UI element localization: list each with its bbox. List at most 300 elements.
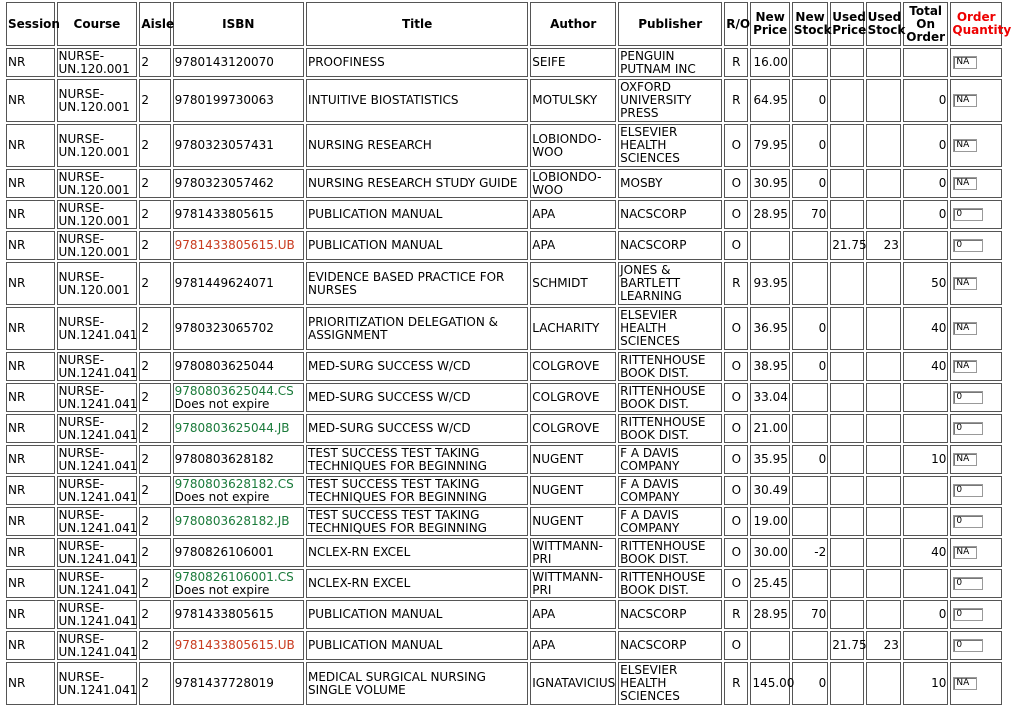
- header-new-price: [750, 2, 789, 46]
- cell-new-stock: [792, 476, 828, 505]
- cell-author: APA: [530, 600, 616, 629]
- cell-used-stock: [866, 414, 901, 443]
- cell-publisher: MOSBY: [618, 169, 722, 198]
- cell-title: MED-SURG SUCCESS W/CD: [306, 352, 528, 381]
- cell-session: NR: [6, 538, 55, 567]
- cell-publisher: F A DAVIS COMPANY: [618, 507, 722, 536]
- cell-title: PUBLICATION MANUAL: [306, 231, 528, 260]
- isbn-link: 9780143120070: [174, 55, 274, 69]
- header-used-price-line1: Used: [832, 10, 866, 24]
- cell-publisher: OXFORD UNIVERSITY PRESS: [618, 79, 722, 122]
- cell-course: NURSE-UN.120.001: [57, 262, 138, 305]
- cell-order-quantity: [950, 631, 1002, 660]
- table-body: [6, 48, 1002, 705]
- cell-title: PUBLICATION MANUAL: [306, 600, 528, 629]
- cell-title: NCLEX-RN EXCEL: [306, 569, 528, 598]
- order-quantity-input[interactable]: 0: [953, 484, 983, 497]
- cell-author: MOTULSKY: [530, 79, 616, 122]
- cell-used-price: [830, 48, 863, 77]
- cell-session: NR: [6, 631, 55, 660]
- order-quantity-input[interactable]: 0: [953, 515, 983, 528]
- table-row: [6, 231, 1002, 260]
- cell-isbn: [173, 307, 304, 350]
- order-quantity-na-field: NA: [953, 94, 977, 107]
- cell-title: TEST SUCCESS TEST TAKING TECHNIQUES FOR BEGINNING: [306, 476, 528, 505]
- header-order-quantity-line1: Order: [956, 10, 996, 24]
- table-row: [6, 48, 1002, 77]
- isbn-link: 9780199730063: [174, 93, 274, 107]
- cell-new-stock: 70: [792, 200, 828, 229]
- cell-new-price: 28.95: [750, 200, 789, 229]
- order-quantity-input[interactable]: 0: [953, 208, 983, 221]
- cell-order-quantity: [950, 79, 1002, 122]
- cell-new-stock: [792, 262, 828, 305]
- cell-aisle: 2: [139, 352, 170, 381]
- cell-title: PUBLICATION MANUAL: [306, 631, 528, 660]
- cell-ro: O: [724, 307, 748, 350]
- cell-publisher: RITTENHOUSE BOOK DIST.: [618, 569, 722, 598]
- isbn-link: 9780803625044: [174, 359, 274, 373]
- cell-session: NR: [6, 48, 55, 77]
- order-quantity-input[interactable]: 0: [953, 577, 983, 590]
- cell-author: APA: [530, 231, 616, 260]
- cell-total-on-order: 40: [903, 352, 948, 381]
- cell-used-price: [830, 507, 863, 536]
- cell-ro: O: [724, 352, 748, 381]
- cell-new-price: 93.95: [750, 262, 789, 305]
- table-row: [6, 414, 1002, 443]
- cell-aisle: 2: [139, 200, 170, 229]
- cell-ro: O: [724, 231, 748, 260]
- cell-author: LOBIONDO-WOO: [530, 169, 616, 198]
- table-row: [6, 262, 1002, 305]
- isbn-link: 9781437728019: [174, 676, 274, 690]
- table-row: [6, 445, 1002, 474]
- cell-ro: R: [724, 662, 748, 705]
- order-quantity-input[interactable]: 0: [953, 391, 983, 404]
- cell-order-quantity: [950, 48, 1002, 77]
- cell-course: NURSE-UN.1241.041: [58, 538, 138, 566]
- cell-ro: O: [724, 507, 748, 536]
- cell-new-stock: [792, 48, 828, 77]
- cell-new-price: 25.45: [750, 569, 789, 598]
- cell-total-on-order: 0: [903, 600, 948, 629]
- cell-used-stock: [866, 169, 901, 198]
- cell-session: NR: [6, 600, 55, 629]
- cell-new-stock: 0: [792, 307, 828, 350]
- cell-used-stock: [866, 507, 901, 536]
- cell-new-stock: 0: [792, 169, 828, 198]
- cell-author: SCHMIDT: [530, 262, 616, 305]
- cell-author: IGNATAVICIUS: [530, 662, 616, 705]
- cell-new-stock: [792, 231, 828, 260]
- cell-new-stock: [792, 507, 828, 536]
- cell-session: NR: [6, 414, 55, 443]
- cell-aisle: 2: [139, 476, 170, 505]
- cell-publisher: NACSCORP: [618, 231, 722, 260]
- cell-used-stock: [866, 352, 901, 381]
- cell-title: MEDICAL SURGICAL NURSING SINGLE VOLUME: [306, 662, 528, 705]
- cell-new-price: 33.04: [750, 383, 789, 412]
- isbn-link[interactable]: 9780803628182.CS: [174, 476, 294, 491]
- table-row: [6, 383, 1002, 412]
- cell-course: NURSE-UN.120.001: [57, 48, 138, 77]
- cell-aisle: 2: [139, 414, 170, 443]
- isbn-link[interactable]: 9781433805615.UB: [174, 638, 295, 652]
- header-used-stock-line2: Stock: [867, 23, 906, 37]
- table-row: [6, 307, 1002, 350]
- isbn-link: 9781433805615: [174, 607, 274, 621]
- header-ro: R/O: [724, 2, 748, 46]
- cell-course: NURSE-UN.120.001: [57, 124, 138, 167]
- cell-course: NURSE-UN.1241.041: [58, 569, 138, 597]
- cell-new-stock: 0: [792, 445, 828, 474]
- cell-used-stock: [866, 600, 901, 629]
- header-new-stock-line1: New: [795, 10, 825, 24]
- cell-new-price: 30.00: [750, 538, 789, 567]
- cell-total-on-order: [903, 231, 948, 260]
- cell-isbn: [173, 200, 304, 229]
- cell-total-on-order: 0: [903, 200, 948, 229]
- cell-session: NR: [6, 200, 55, 229]
- isbn-link: 9781433805615: [174, 207, 274, 221]
- cell-isbn: [173, 414, 304, 443]
- cell-title: PROOFINESS: [306, 48, 528, 77]
- cell-new-stock: [792, 414, 828, 443]
- cell-author: NUGENT: [530, 445, 616, 474]
- cell-isbn: [173, 383, 304, 412]
- cell-order-quantity: [950, 352, 1002, 381]
- isbn-link: 9781449624071: [174, 276, 274, 290]
- cell-isbn: [173, 169, 304, 198]
- cell-title: PUBLICATION MANUAL: [306, 200, 528, 229]
- cell-publisher: RITTENHOUSE BOOK DIST.: [618, 414, 722, 443]
- cell-total-on-order: [903, 507, 948, 536]
- cell-publisher: JONES & BARTLETT LEARNING: [618, 262, 722, 305]
- cell-isbn: [173, 124, 304, 167]
- cell-ro: O: [724, 538, 748, 567]
- cell-order-quantity: [950, 538, 1002, 567]
- cell-order-quantity: [950, 569, 1002, 598]
- cell-new-price: [750, 631, 789, 660]
- cell-course: NURSE-UN.120.001: [57, 79, 138, 122]
- cell-new-stock: 0: [792, 79, 828, 122]
- cell-course: NURSE-UN.1241.041: [58, 352, 138, 380]
- header-total-on-order-line3: Order: [906, 29, 946, 44]
- cell-used-price: [830, 476, 863, 505]
- header-author: Author: [530, 2, 616, 46]
- cell-new-stock: 0: [792, 352, 828, 381]
- cell-publisher: PENGUIN PUTNAM INC: [618, 48, 722, 77]
- cell-used-stock: [866, 476, 901, 505]
- cell-course: NURSE-UN.120.001: [57, 231, 138, 260]
- cell-session: NR: [6, 262, 55, 305]
- cell-used-stock: [866, 569, 901, 598]
- cell-course: NURSE-UN.1241.041: [58, 414, 138, 442]
- textbook-order-table: [4, 0, 1011, 707]
- cell-used-price: [830, 662, 863, 705]
- cell-author: LACHARITY: [530, 307, 616, 350]
- header-isbn: ISBN: [173, 2, 304, 46]
- cell-publisher: RITTENHOUSE BOOK DIST.: [618, 352, 722, 381]
- cell-used-price: [830, 569, 863, 598]
- cell-new-stock: 70: [792, 600, 828, 629]
- cell-publisher: ELSEVIER HEALTH SCIENCES: [618, 662, 722, 705]
- cell-new-stock: [792, 631, 828, 660]
- cell-isbn: [173, 48, 304, 77]
- cell-new-price: 19.00: [750, 507, 789, 536]
- cell-order-quantity: [950, 231, 1002, 260]
- cell-used-price: [830, 538, 863, 567]
- cell-author: WITTMANN-PRI: [530, 538, 616, 567]
- cell-session: NR: [6, 79, 55, 122]
- header-new-stock-line2: Stock: [793, 23, 832, 37]
- isbn-link: 9780803628182: [174, 452, 274, 466]
- order-quantity-input[interactable]: 0: [953, 239, 983, 252]
- cell-author: APA: [530, 631, 616, 660]
- cell-publisher: RITTENHOUSE BOOK DIST.: [618, 383, 722, 412]
- cell-used-stock: [866, 538, 901, 567]
- cell-publisher: F A DAVIS COMPANY: [618, 445, 722, 474]
- cell-used-stock: [866, 307, 901, 350]
- cell-ro: R: [724, 48, 748, 77]
- table-row: [6, 600, 1002, 629]
- cell-order-quantity: [950, 476, 1002, 505]
- cell-publisher: F A DAVIS COMPANY: [618, 476, 722, 505]
- cell-course: NURSE-UN.120.001: [57, 200, 138, 229]
- cell-order-quantity: [950, 507, 1002, 536]
- cell-new-price: 30.49: [750, 476, 789, 505]
- cell-total-on-order: [903, 476, 948, 505]
- cell-used-price: [830, 79, 863, 122]
- cell-order-quantity: [950, 445, 1002, 474]
- cell-used-price: [830, 262, 863, 305]
- cell-aisle: 2: [139, 262, 170, 305]
- cell-author: LOBIONDO-WOO: [530, 124, 616, 167]
- header-new-price-line2: Price: [753, 23, 788, 37]
- cell-course: NURSE-UN.1241.041: [57, 307, 138, 350]
- order-quantity-na-field: NA: [953, 453, 977, 466]
- header-order-quantity-line2: Quantity: [952, 23, 1011, 37]
- cell-order-quantity: [950, 262, 1002, 305]
- cell-publisher: RITTENHOUSE BOOK DIST.: [618, 538, 722, 567]
- cell-title: PRIORITIZATION DELEGATION & ASSIGNMENT: [306, 307, 528, 350]
- cell-title: TEST SUCCESS TEST TAKING TECHNIQUES FOR BEGINNING: [306, 445, 528, 474]
- cell-total-on-order: [903, 631, 948, 660]
- cell-total-on-order: [903, 48, 948, 77]
- cell-aisle: 2: [139, 231, 170, 260]
- cell-aisle: 2: [139, 662, 170, 705]
- cell-used-stock: [866, 662, 901, 705]
- isbn-link: 9780323057431: [174, 138, 274, 152]
- cell-order-quantity: [950, 414, 1002, 443]
- isbn-link: 9780323057462: [174, 176, 274, 190]
- isbn-link[interactable]: 9780803625044.JB: [174, 421, 290, 435]
- cell-used-price: [830, 124, 863, 167]
- cell-isbn: [173, 231, 304, 260]
- cell-used-stock: 23: [866, 631, 901, 660]
- table-row: [6, 538, 1002, 567]
- cell-author: COLGROVE: [530, 414, 616, 443]
- cell-aisle: 2: [139, 307, 170, 350]
- cell-aisle: 2: [139, 538, 170, 567]
- table-row: [6, 631, 1002, 660]
- cell-new-price: 28.95: [750, 600, 789, 629]
- isbn-expiry-note: Does not expire: [174, 489, 270, 504]
- cell-used-price: [830, 383, 863, 412]
- table-row: [6, 200, 1002, 229]
- cell-aisle: 2: [139, 48, 170, 77]
- cell-total-on-order: [903, 383, 948, 412]
- cell-used-stock: [866, 262, 901, 305]
- cell-course: NURSE-UN.1241.041: [58, 476, 138, 504]
- table-row: [6, 169, 1002, 198]
- cell-publisher: NACSCORP: [618, 200, 722, 229]
- cell-publisher: ELSEVIER HEALTH SCIENCES: [618, 307, 722, 350]
- cell-ro: O: [724, 631, 748, 660]
- order-quantity-input[interactable]: 0: [953, 608, 983, 621]
- cell-order-quantity: [950, 662, 1002, 705]
- order-quantity-na-field: NA: [953, 360, 977, 373]
- cell-used-price: 21.75: [830, 631, 863, 660]
- isbn-link[interactable]: 9781433805615.UB: [174, 238, 295, 252]
- order-quantity-input[interactable]: 0: [953, 639, 983, 652]
- cell-course: NURSE-UN.1241.041: [57, 662, 138, 705]
- cell-new-price: 21.00: [750, 414, 789, 443]
- cell-total-on-order: 0: [903, 79, 948, 122]
- cell-aisle: 2: [139, 507, 170, 536]
- cell-aisle: 2: [139, 445, 170, 474]
- cell-order-quantity: [950, 124, 1002, 167]
- cell-isbn: [173, 445, 304, 474]
- cell-session: NR: [6, 662, 55, 705]
- cell-ro: R: [724, 79, 748, 122]
- cell-author: COLGROVE: [530, 383, 616, 412]
- table-row: [6, 569, 1002, 598]
- cell-title: NURSING RESEARCH STUDY GUIDE: [306, 169, 528, 198]
- table-row: [6, 476, 1002, 505]
- cell-session: NR: [6, 307, 55, 350]
- cell-publisher: NACSCORP: [618, 631, 722, 660]
- cell-title: EVIDENCE BASED PRACTICE FOR NURSES: [306, 262, 528, 305]
- header-used-stock: [866, 2, 906, 46]
- cell-session: NR: [6, 569, 55, 598]
- header-session: Session: [6, 2, 55, 46]
- header-publisher: Publisher: [618, 2, 722, 46]
- cell-total-on-order: [903, 414, 948, 443]
- cell-ro: O: [724, 124, 748, 167]
- cell-session: NR: [6, 445, 55, 474]
- cell-session: NR: [6, 383, 55, 412]
- cell-used-price: [830, 307, 863, 350]
- order-quantity-na-field: NA: [953, 677, 977, 690]
- cell-author: NUGENT: [530, 476, 616, 505]
- order-quantity-na-field: NA: [953, 277, 977, 290]
- order-quantity-na-field: NA: [953, 139, 977, 152]
- cell-author: SEIFE: [530, 48, 616, 77]
- cell-used-stock: [866, 124, 901, 167]
- cell-aisle: 2: [139, 631, 170, 660]
- cell-used-stock: [866, 48, 901, 77]
- cell-ro: O: [724, 383, 748, 412]
- cell-aisle: 2: [139, 79, 170, 122]
- order-quantity-na-field: NA: [953, 177, 977, 190]
- header-course: Course: [57, 2, 138, 46]
- cell-ro: O: [724, 414, 748, 443]
- cell-session: NR: [6, 231, 55, 260]
- cell-session: NR: [6, 476, 55, 505]
- cell-new-price: 35.95: [750, 445, 789, 474]
- cell-isbn: [173, 352, 304, 381]
- cell-new-price: 36.95: [750, 307, 789, 350]
- cell-session: NR: [6, 507, 55, 536]
- header-used-stock-line1: Used: [867, 10, 902, 24]
- order-quantity-input[interactable]: 0: [953, 422, 983, 435]
- cell-total-on-order: 40: [903, 538, 948, 567]
- isbn-link[interactable]: 9780826106001.CS: [174, 569, 294, 584]
- isbn-link[interactable]: 9780803625044.CS: [174, 383, 294, 398]
- cell-isbn: [173, 79, 304, 122]
- cell-new-price: 145.00: [750, 662, 789, 705]
- cell-isbn: [173, 476, 304, 505]
- cell-used-stock: [866, 445, 901, 474]
- cell-used-price: [830, 600, 863, 629]
- header-used-price-line2: Price: [832, 23, 867, 37]
- isbn-expiry-note: Does not expire: [174, 396, 270, 411]
- cell-new-price: 30.95: [750, 169, 789, 198]
- cell-isbn: [173, 507, 304, 536]
- cell-total-on-order: [903, 569, 948, 598]
- cell-ro: O: [724, 169, 748, 198]
- cell-title: MED-SURG SUCCESS W/CD: [306, 414, 528, 443]
- cell-publisher: NACSCORP: [618, 600, 722, 629]
- cell-ro: O: [724, 569, 748, 598]
- order-quantity-na-field: NA: [953, 546, 977, 559]
- cell-session: NR: [6, 169, 55, 198]
- isbn-link: 9780323065702: [174, 321, 274, 335]
- cell-order-quantity: [950, 200, 1002, 229]
- order-quantity-na-field: NA: [953, 56, 977, 69]
- cell-course: NURSE-UN.120.001: [57, 169, 138, 198]
- cell-new-stock: -2: [792, 538, 828, 567]
- cell-used-stock: [866, 383, 901, 412]
- table-row: [6, 352, 1002, 381]
- cell-publisher: ELSEVIER HEALTH SCIENCES: [618, 124, 722, 167]
- order-quantity-na-field: NA: [953, 322, 977, 335]
- header-total-on-order-line2: On: [916, 16, 936, 31]
- isbn-link[interactable]: 9780803628182.JB: [174, 514, 290, 528]
- cell-title: NURSING RESEARCH: [306, 124, 528, 167]
- table-row: [6, 124, 1002, 167]
- header-row: [6, 2, 1002, 46]
- cell-total-on-order: 10: [903, 445, 948, 474]
- cell-ro: O: [724, 445, 748, 474]
- cell-used-stock: [866, 200, 901, 229]
- cell-course: NURSE-UN.1241.041: [58, 631, 138, 659]
- cell-ro: O: [724, 476, 748, 505]
- cell-new-price: 64.95: [750, 79, 789, 122]
- cell-session: NR: [6, 352, 55, 381]
- cell-used-price: 21.75: [830, 231, 863, 260]
- cell-used-price: [830, 169, 863, 198]
- cell-aisle: 2: [139, 383, 170, 412]
- cell-new-price: 38.95: [750, 352, 789, 381]
- cell-new-stock: [792, 569, 828, 598]
- header-new-price-line1: New: [755, 10, 785, 24]
- cell-isbn: [173, 262, 304, 305]
- header-total-on-order-line1: Total: [909, 3, 943, 18]
- isbn-expiry-note: Does not expire: [174, 582, 270, 597]
